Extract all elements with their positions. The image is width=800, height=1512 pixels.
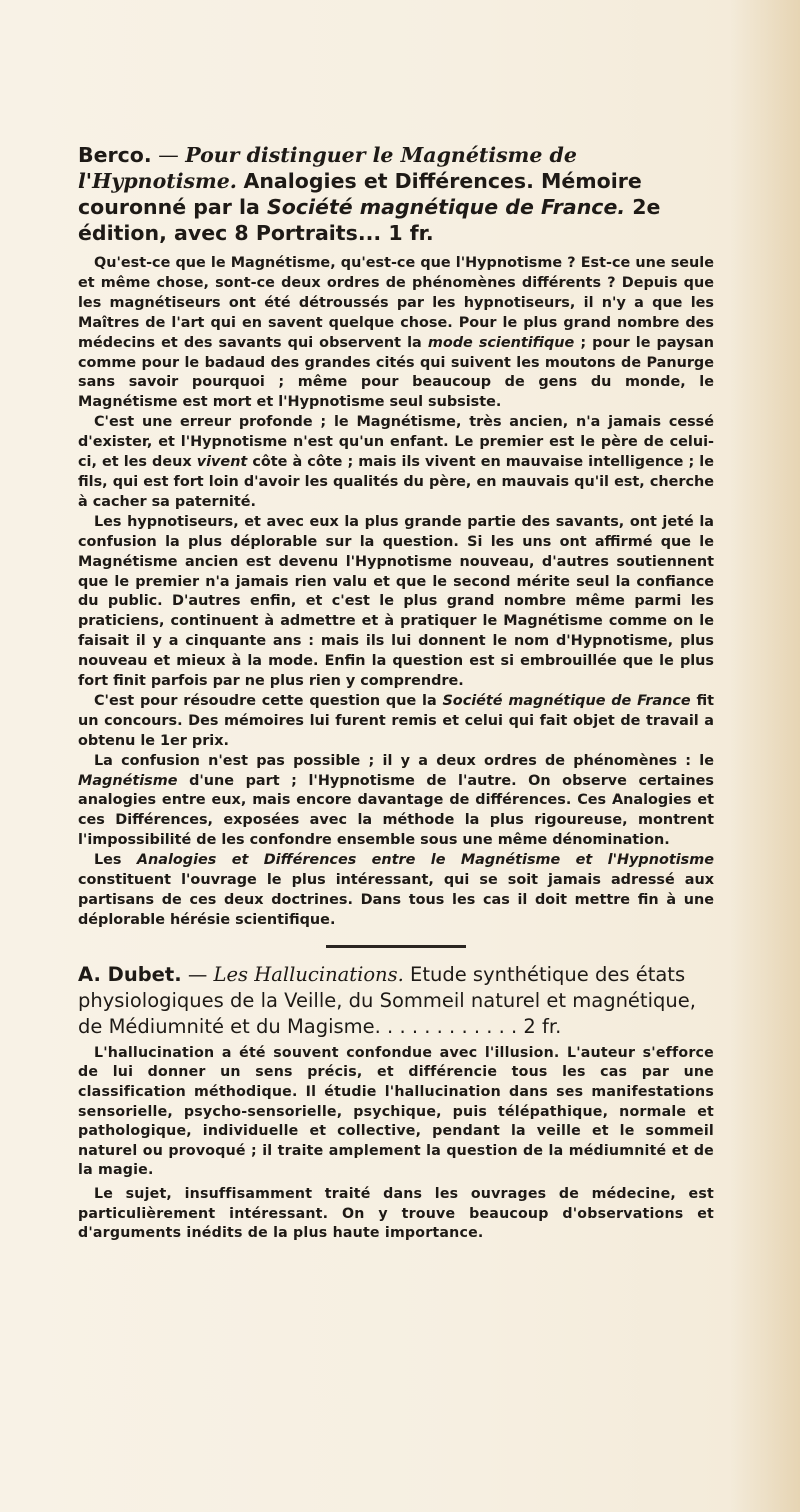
section-divider xyxy=(326,945,466,948)
paragraph: L'hallucination a été souvent confondue avec l'illusion. L'auteur s'efforce de lui donner un sens précis, et différencie tous les cas par une classification méthodique. Il étudie l'hallucination dans ses manifestations sensorielle, psycho-sensorielle, psychique, puis télépathique, normale et pathologique, individuelle et collective, pendant la veille et le sommeil naturel ou provoqué ; il traite amplement la question de la médiumnité et de la magie. xyxy=(78,1044,714,1179)
entry-title: Pour distinguer le Magnétisme de l'Hypnotisme. xyxy=(78,143,577,193)
paragraph xyxy=(78,692,714,752)
paragraph-text: d'une part ; l'Hypnotisme de l'autre. On observe certaines analogies entre eux, mais encore davantage de différences. Ces Analogies et ces Différences, exposées avec la méthode la plus rigoureuse, montrent l'impossibilité de les confondre ensemble sous une même dénomination. xyxy=(78,772,714,849)
paragraph xyxy=(78,413,714,513)
paragraph-italic: Société magnétique de France xyxy=(442,692,691,709)
paragraph xyxy=(78,752,714,852)
paragraph-text: La confusion n'est pas possible ; il y a deux ordres de phénomènes : le xyxy=(94,752,714,769)
entry-berco-heading xyxy=(78,142,714,246)
paragraph xyxy=(78,851,714,931)
entry-title: Les Hallucinations. xyxy=(213,962,404,986)
paragraph-text: côte à côte ; mais ils vivent en mauvaise intelligence ; le fils, qui est fort loin d'avoir les qualités du père, en mauvais qu'il est, cherche à cacher sa paternité. xyxy=(78,454,714,510)
paragraph-italic: Analogies et Différences entre le Magnétisme et l'Hypnotisme xyxy=(136,852,714,869)
paragraph: Le sujet, insuffisamment traité dans les ouvrages de médecine, est particulièrement intéressant. On y trouve beaucoup d'observations et d'arguments inédits de la plus haute importance. xyxy=(78,1185,714,1242)
paragraph-italic: vivent xyxy=(196,454,248,471)
entry-dash: — xyxy=(151,143,186,167)
page-content xyxy=(78,142,714,1244)
paragraph xyxy=(78,513,714,692)
paragraph-text: Les xyxy=(94,852,137,869)
paragraph-text: Les hypnotiseurs, et avec eux la plus grande partie des savants, ont jeté la confusion la plus déplorable sur la question. Si les uns ont affirmé que le Magnétisme ancien est devenu l'Hypnotisme nouveau, d'autres soutiennent que le premier n'a jamais rien valu et que le second mérite seul la confiance du public. D'autres enfin, et c'est le plus grand nombre même parmi les praticiens, continuent à admettre et à pratiquer le Magnétisme comme on le faisait il y a cinquante ans : mais ils lui donnent le nom d'Hypnotisme, plus nouveau et mieux à la mode. Enfin la question est si embrouillée que le plus fort finit parfois par ne plus rien y comprendre. xyxy=(78,513,714,690)
entry-subtitle-price: 2e édition, avec 8 Portraits... 1 fr. xyxy=(78,195,661,245)
paragraph-italic: Magnétisme xyxy=(78,772,178,789)
paragraph-text: C'est pour résoudre cette question que la xyxy=(94,692,443,709)
paragraph-text: fit un concours. Des mémoires lui furent remis et celui qui fait objet de travail a obtenu le 1er prix. xyxy=(78,692,714,749)
paragraph-text: Qu'est-ce que le Magnétisme, qu'est-ce que l'Hypnotisme ? Est-ce une seule et même chose, sont-ce deux ordres de phénomènes différents ? Depuis que les magnétiseurs ont été détroussés par les hypnotiseurs, il n'y a que les Maîtres de l'art qui en savent quelque chose. Pour le plus grand nombre des médecins et des savants qui observent la xyxy=(78,255,714,351)
paragraph-text: C'est une erreur profonde ; le Magnétisme, très ancien, n'a jamais cessé d'exister, et l'Hypnotisme n'est qu'un enfant. Le premier est le père de celui-ci, et les deux xyxy=(78,414,714,471)
entry-author: A. Dubet. xyxy=(78,962,182,986)
entry-subtitle: Etude synthétique des états physiologiques de la Veille, du Sommeil naturel et magnétique, de Médiumnité et du Magisme. . . . . . . . . . . . 2 fr. xyxy=(78,962,696,1038)
paragraph-text: constituent l'ouvrage le plus intéressant, qui se soit jamais adressé aux partisans de ces deux doctrines. Dans tous les cas il doit mettre fin à une déplorable hérésie scientifique. xyxy=(78,872,714,928)
paragraph-italic: mode scientifique xyxy=(427,334,575,351)
page-edge-shadow xyxy=(730,0,800,1512)
entry-dubet-heading xyxy=(78,962,714,1040)
entry-dash: — xyxy=(181,962,214,986)
paragraph-text: ; pour le paysan comme pour le badaud des grandes cités qui suivent les moutons de Panurge sans savoir pourquoi ; même pour beaucoup de gens du monde, le Magnétisme est mort et l'Hypnotisme seul subsiste. xyxy=(78,334,714,411)
entry-subtitle-part: Analogies et Différences. Mémoire couronné par la xyxy=(78,169,642,219)
entry-subtitle-society: Société magnétique de France. xyxy=(267,195,626,219)
entry-author: Berco. xyxy=(78,143,152,167)
paragraph xyxy=(78,254,714,413)
